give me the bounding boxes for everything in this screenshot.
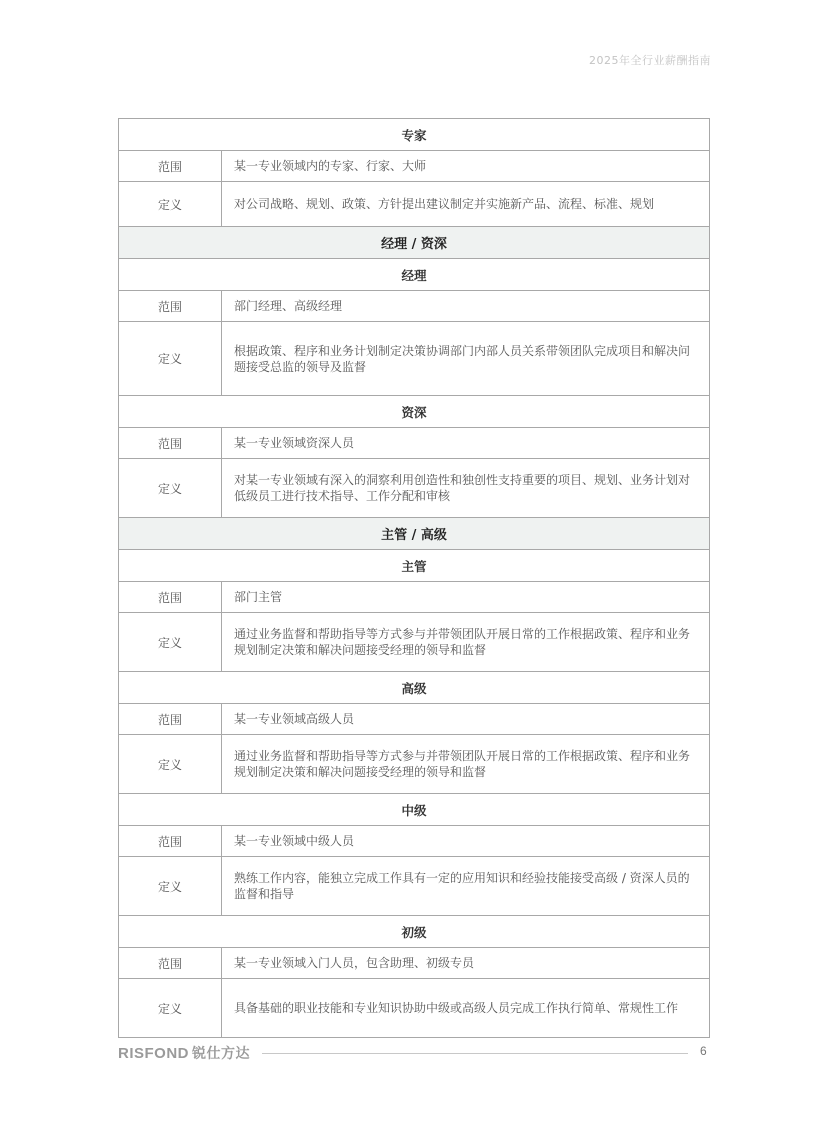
senior-staff-range: 某一专业领域资深人员 — [222, 428, 710, 459]
junior-level-definition: 具备基础的职业技能和专业知识协助中级或高级人员完成工作执行简单、常规性工作 — [222, 979, 710, 1038]
table-row — [119, 857, 710, 916]
table-row — [119, 459, 710, 518]
level-title-senior: 高级 — [119, 672, 710, 704]
manager-definition: 根据政策、程序和业务计划制定决策协调部门内部人员关系带领团队完成项目和解决问题接受总监的领导及监督 — [222, 322, 710, 396]
range-label: 范围 — [119, 826, 222, 857]
level-header-row — [119, 119, 710, 151]
supervisor-definition: 通过业务监督和帮助指导等方式参与并带领团队开展日常的工作根据政策、程序和业务规划制定决策和解决问题接受经理的领导和监督 — [222, 613, 710, 672]
range-label: 范围 — [119, 582, 222, 613]
definition-label: 定义 — [119, 459, 222, 518]
expert-definition: 对公司战略、规划、政策、方针提出建议制定并实施新产品、流程、标准、规划 — [222, 182, 710, 227]
logo-text-cn: 锐仕方达 — [192, 1046, 250, 1062]
table-row — [119, 182, 710, 227]
expert-range: 某一专业领域内的专家、行家、大师 — [222, 151, 710, 182]
junior-level-range: 某一专业领域入门人员，包含助理、初级专员 — [222, 948, 710, 979]
level-header-row — [119, 550, 710, 582]
manager-range: 部门经理、高级经理 — [222, 291, 710, 322]
senior-level-definition: 通过业务监督和帮助指导等方式参与并带领团队开展日常的工作根据政策、程序和业务规划制定决策和解决问题接受经理的领导和监督 — [222, 735, 710, 794]
table-row — [119, 979, 710, 1038]
table-row — [119, 291, 710, 322]
level-title-supervisor: 主管 — [119, 550, 710, 582]
definition-label: 定义 — [119, 322, 222, 396]
mid-level-definition: 熟练工作内容，能独立完成工作具有一定的应用知识和经验技能接受高级 / 资深人员的监督和指导 — [222, 857, 710, 916]
range-label: 范围 — [119, 428, 222, 459]
table-row — [119, 613, 710, 672]
definition-label: 定义 — [119, 979, 222, 1038]
range-label: 范围 — [119, 704, 222, 735]
footer-divider — [262, 1053, 688, 1054]
level-title-junior: 初级 — [119, 916, 710, 948]
table-row — [119, 428, 710, 459]
senior-staff-definition: 对某一专业领域有深入的洞察利用创造性和独创性支持重要的项目、规划、业务计划对低级员工进行技术指导、工作分配和审核 — [222, 459, 710, 518]
header-title: 2025年全行业薪酬指南 — [589, 54, 711, 67]
table-row — [119, 322, 710, 396]
range-label: 范围 — [119, 151, 222, 182]
level-header-row — [119, 259, 710, 291]
level-title-mid: 中级 — [119, 794, 710, 826]
level-header-row — [119, 794, 710, 826]
level-title-senior-staff: 资深 — [119, 396, 710, 428]
level-title-expert: 专家 — [119, 119, 710, 151]
range-label: 范围 — [119, 291, 222, 322]
definition-label: 定义 — [119, 857, 222, 916]
page-number: 6 — [700, 1044, 707, 1058]
risfond-logo — [118, 1043, 250, 1063]
level-header-row — [119, 672, 710, 704]
group-header-row — [119, 227, 710, 259]
definition-label: 定义 — [119, 182, 222, 227]
level-header-row — [119, 916, 710, 948]
level-title-manager: 经理 — [119, 259, 710, 291]
logo-text-en: RISFOND — [118, 1044, 189, 1062]
group-header-row — [119, 518, 710, 550]
group-title-supervisor-senior: 主管 / 高级 — [119, 518, 710, 550]
mid-level-range: 某一专业领域中级人员 — [222, 826, 710, 857]
supervisor-range: 部门主管 — [222, 582, 710, 613]
senior-level-range: 某一专业领域高级人员 — [222, 704, 710, 735]
range-label: 范围 — [119, 948, 222, 979]
table-row — [119, 151, 710, 182]
definition-label: 定义 — [119, 613, 222, 672]
table-row — [119, 948, 710, 979]
table-row — [119, 582, 710, 613]
table-row — [119, 735, 710, 794]
job-level-table — [118, 118, 710, 1038]
group-title-manager-senior: 经理 / 资深 — [119, 227, 710, 259]
table-row — [119, 826, 710, 857]
definition-label: 定义 — [119, 735, 222, 794]
table-row — [119, 704, 710, 735]
level-header-row — [119, 396, 710, 428]
